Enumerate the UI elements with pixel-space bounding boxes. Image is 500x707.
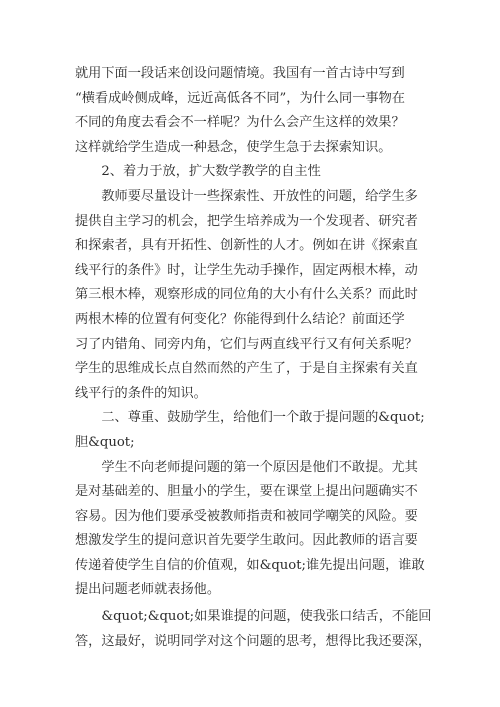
text-line: &quot;&quot;如果谁提的问题，使我张口结舌，不能回 <box>75 609 432 625</box>
text-line: 传递着使学生自信的价值观，如&quot;谁先提出问题，谁敢 <box>75 557 425 573</box>
text-line: 和探索者，具有开拓性、创新性的人才。例如在讲《探索直 <box>75 238 418 254</box>
text-line: 提供自主学习的机会，把学生培养成为一个发现者、研究者 <box>75 213 418 229</box>
text-line: 线平行的条件》时，让学生先动手操作，固定两根木棒，动 <box>75 262 418 278</box>
section-heading-continued: 胆&quot; <box>75 434 135 450</box>
text-line: 容易。因为他们要承受被教师指责和被同学嘲笑的风险。要 <box>75 508 418 524</box>
section-heading: 二、尊重、鼓励学生，给他们一个敢于提问题的&quot; <box>75 410 425 426</box>
text-line: 学生的思维成长点自然而然的产生了，于是自主探索有关直 <box>75 361 418 377</box>
document-body <box>75 62 432 654</box>
text-line: 学生不向老师提问题的第一个原因是他们不敢提。尤其 <box>75 459 418 475</box>
text-line: 习了内错角、同旁内角，它们与两直线平行又有何关系呢？ <box>75 336 418 352</box>
text-line: 答，这最好，说明同学对这个问题的思考，想得比我还要深， <box>75 633 432 649</box>
text-line: 提出问题老师就表扬他。 <box>75 582 221 598</box>
text-line: “横看成岭侧成峰，远近高低各不同”，为什么同一事物在 <box>75 90 405 106</box>
text-line: 两根木棒的位置有何变化？你能得到什么结论？前面还学 <box>75 311 405 327</box>
text-line: 就用下面一段话来创设问题情境。我国有一首古诗中写到 <box>75 66 405 81</box>
text-line: 第三根木棒，观察形成的同位角的大小有什么关系？而此时 <box>75 287 418 303</box>
text-line: 教师要尽量设计一些探索性、开放性的问题，给学生多 <box>75 188 418 204</box>
text-line: 想激发学生的提问意识首先要学生敢问。因此教师的语言要 <box>75 533 418 549</box>
text-line: 这样就给学生造成一种悬念，使学生急于去探索知识。 <box>75 139 392 155</box>
text-line: 线平行的条件的知识。 <box>75 385 207 401</box>
section-heading: 2、着力于放，扩大数学教学的自主性 <box>75 164 321 180</box>
text-line: 不同的角度去看会不一样呢？为什么会产生这样的效果？ <box>75 115 405 131</box>
text-line: 是对基础差的、胆量小的学生，要在课堂上提出问题确实不 <box>75 484 418 500</box>
